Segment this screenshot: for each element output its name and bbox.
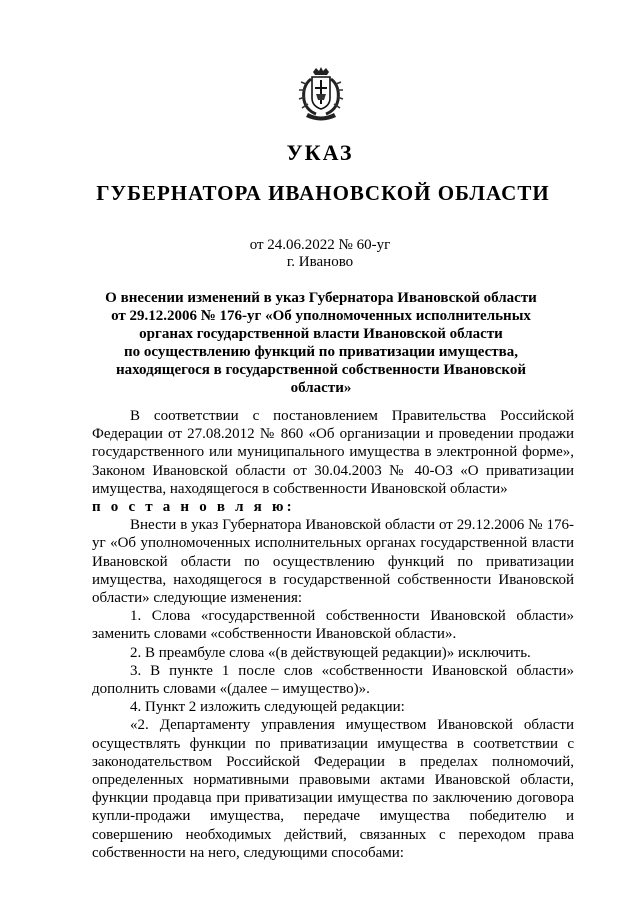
document-subject	[96, 289, 546, 397]
item-3-paragraph: 3. В пункте 1 после слов «собственности Ивановской области» дополнить словами «(далее – имущество)».	[92, 662, 574, 698]
item-4-paragraph: 4. Пункт 2 изложить следующей редакции:	[130, 699, 405, 716]
city: г. Иваново	[286, 254, 354, 270]
document-body	[92, 407, 574, 862]
coat-of-arms-icon	[296, 66, 346, 122]
subject-line: О внесении изменений в указ Губернатора Ивановской области	[105, 290, 537, 306]
subject-line: органах государственной власти Ивановской области	[139, 326, 503, 342]
intro-paragraph: Внести в указ Губернатора Ивановской области от 29.12.2006 № 176-уг «Об уполномоченных исполнительных органах государственной власти Ивановской области по осуществлению функций по приватизации имущества, находящегося в государственной собственности Ивановской области» следующие изменения:	[92, 517, 574, 607]
issuer-title: ГУБЕРНАТОРА ИВАНОВСКОЙ ОБЛАСТИ	[96, 181, 550, 205]
document-type-title: УКАЗ	[286, 140, 354, 165]
item-2-paragraph: 2. В преамбуле слова «(в действующей редакции)» исключить.	[130, 644, 531, 661]
quoted-item-2-paragraph: «2. Департаменту управления имуществом Ивановской области осуществлять функции по приватизации имущества в соответствии с законодательством Российской Федерации в пределах полномочий, определенных нормативными правовыми актами Ивановской области, функции продавца при приватизации имущества по заключению договора купли-продажи имущества, передаче имущества победителю и совершению необходимых действий, связанных с переходом права собственности на него, следующими способами:	[92, 717, 574, 861]
decree-word: п о с т а н о в л я ю:	[92, 499, 295, 516]
subject-line: от 29.12.2006 № 176-уг «Об уполномоченных исполнительных	[111, 308, 531, 324]
date-number: от 24.06.2022 № 60-уг	[249, 237, 391, 253]
subject-line: находящегося в государственной собственности Ивановской области»	[115, 362, 527, 396]
preamble-paragraph: В соответствии с постановлением Правительства Российской Федерации от 27.08.2012 № 860 «Об организации и проведении продажи государственного или муниципального имущества в электронной форме», Законом Ивановской области от 30.04.2003 № 40-ОЗ «О приватизации имущества, находящегося в собственности Ивановской области»	[92, 408, 574, 497]
item-1-paragraph: 1. Слова «государственной собственности Ивановской области» заменить словами «собственности Ивановской области».	[92, 608, 574, 643]
subject-line: по осуществлению функций по приватизации имущества,	[123, 344, 518, 360]
